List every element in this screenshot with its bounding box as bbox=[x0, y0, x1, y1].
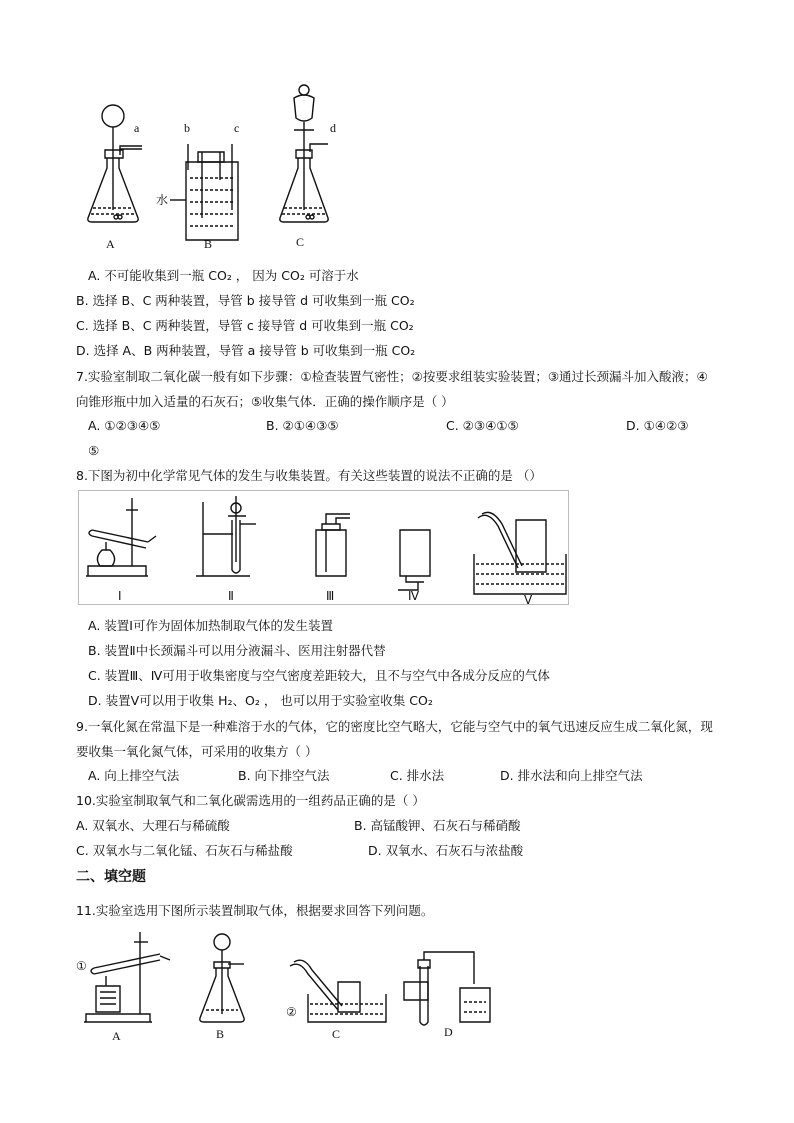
q8-option-c: C. 装置Ⅲ、Ⅳ可用于收集密度与空气密度差距较大，且不与空气中各成分反应的气体 bbox=[88, 668, 550, 683]
q7-option-c: C. ②③④①⑤ bbox=[446, 418, 519, 433]
q10-stem: 10.实验室制取氧气和二氧化碳需选用的一组药品正确的是（ ） bbox=[76, 793, 425, 808]
fig8-label-5: Ⅴ bbox=[524, 593, 533, 607]
q9-stem: 9.一氧化氮在常温下是一种难溶于水的气体，它的密度比空气略大，它能与空气中的氧气迅速反应生成二氧化氮，现要收集一氧化氮气体，可采用的收集方（ ） bbox=[76, 719, 713, 759]
fig11-label-C: C bbox=[332, 1027, 341, 1041]
q6-option-a: A. 不可能收集到一瓶 CO₂ ， 因为 CO₂ 可溶于水 bbox=[88, 268, 359, 283]
fig8-label-2: Ⅱ bbox=[228, 589, 234, 603]
q7-option-d-wrap: ⑤ bbox=[88, 443, 100, 458]
q11-stem: 11.实验室选用下图所示装置制取气体，根据要求回答下列问题。 bbox=[76, 903, 434, 918]
q10-option-d: D. 双氧水、石灰石与浓盐酸 bbox=[368, 843, 524, 858]
fig11-label-B: B bbox=[216, 1027, 225, 1041]
fig11-label-circle1: ① bbox=[76, 959, 87, 973]
q7-option-d: D. ①④②③ bbox=[626, 418, 689, 433]
q9-option-a: A. 向上排空气法 bbox=[88, 768, 180, 783]
section-title: 二、填空题 bbox=[76, 869, 146, 885]
q7-option-b: B. ②①④③⑤ bbox=[266, 418, 339, 433]
fig6-label-c: c bbox=[234, 121, 240, 135]
figure-q8-apparatus bbox=[78, 490, 570, 606]
fig8-label-3: Ⅲ bbox=[326, 589, 335, 603]
fig11-label-circle2: ② bbox=[286, 1005, 297, 1019]
fig6-label-a: a bbox=[134, 121, 140, 135]
q10-option-a: A. 双氧水、大理石与稀硫酸 bbox=[76, 818, 230, 833]
q7-option-a: A. ①②③④⑤ bbox=[88, 418, 161, 433]
fig11-label-D: D bbox=[444, 1025, 453, 1039]
figure-q6-apparatus bbox=[80, 80, 360, 255]
q10-option-c: C. 双氧水与二氧化锰、石灰石与稀盐酸 bbox=[76, 843, 293, 858]
q6-option-b: B. 选择 B、C 两种装置，导管 b 接导管 d 可收集到一瓶 CO₂ bbox=[76, 293, 415, 308]
q7-stem: 7.实验室制取二氧化碳一般有如下步骤：①检查装置气密性；②按要求组装实验装置；③通过长颈漏斗加入酸液；④向锥形瓶中加入适量的石灰石；⑤收集气体．正确的操作顺序是（ ） bbox=[76, 369, 708, 409]
q6-option-c: C. 选择 B、C 两种装置，导管 c 接导管 d 可收集到一瓶 CO₂ bbox=[76, 318, 414, 333]
q10-option-b: B. 高锰酸钾、石灰石与稀硝酸 bbox=[354, 818, 521, 833]
figure-q11-apparatus bbox=[76, 926, 506, 1044]
q8-option-b: B. 装置Ⅱ中长颈漏斗可以用分液漏斗、医用注射器代替 bbox=[88, 643, 386, 658]
fig6-label-d: d bbox=[330, 121, 336, 135]
fig8-label-4: Ⅳ bbox=[408, 589, 420, 603]
fig6-label-b: b bbox=[184, 121, 190, 135]
fig6-label-B: B bbox=[204, 237, 213, 251]
q8-stem: 8.下图为初中化学常见气体的发生与收集装置。有关这些装置的说法不正确的是 （） bbox=[76, 468, 542, 483]
q9-option-c: C. 排水法 bbox=[390, 768, 445, 783]
q9-option-b: B. 向下排空气法 bbox=[238, 768, 330, 783]
q9-option-d: D. 排水法和向上排空气法 bbox=[500, 768, 643, 783]
fig8-label-1: Ⅰ bbox=[118, 589, 122, 603]
q6-option-d: D. 选择 A、B 两种装置，导管 a 接导管 b 可收集到一瓶 CO₂ bbox=[76, 343, 416, 358]
fig11-label-A: A bbox=[112, 1029, 121, 1043]
fig6-label-water: 水 bbox=[156, 193, 169, 207]
fig6-label-C: C bbox=[296, 235, 305, 249]
fig6-label-A: A bbox=[106, 237, 115, 251]
q8-option-d: D. 装置Ⅴ可以用于收集 H₂、O₂ ， 也可以用于实验室收集 CO₂ bbox=[88, 693, 433, 708]
q8-option-a: A. 装置Ⅰ可作为固体加热制取气体的发生装置 bbox=[88, 618, 333, 633]
